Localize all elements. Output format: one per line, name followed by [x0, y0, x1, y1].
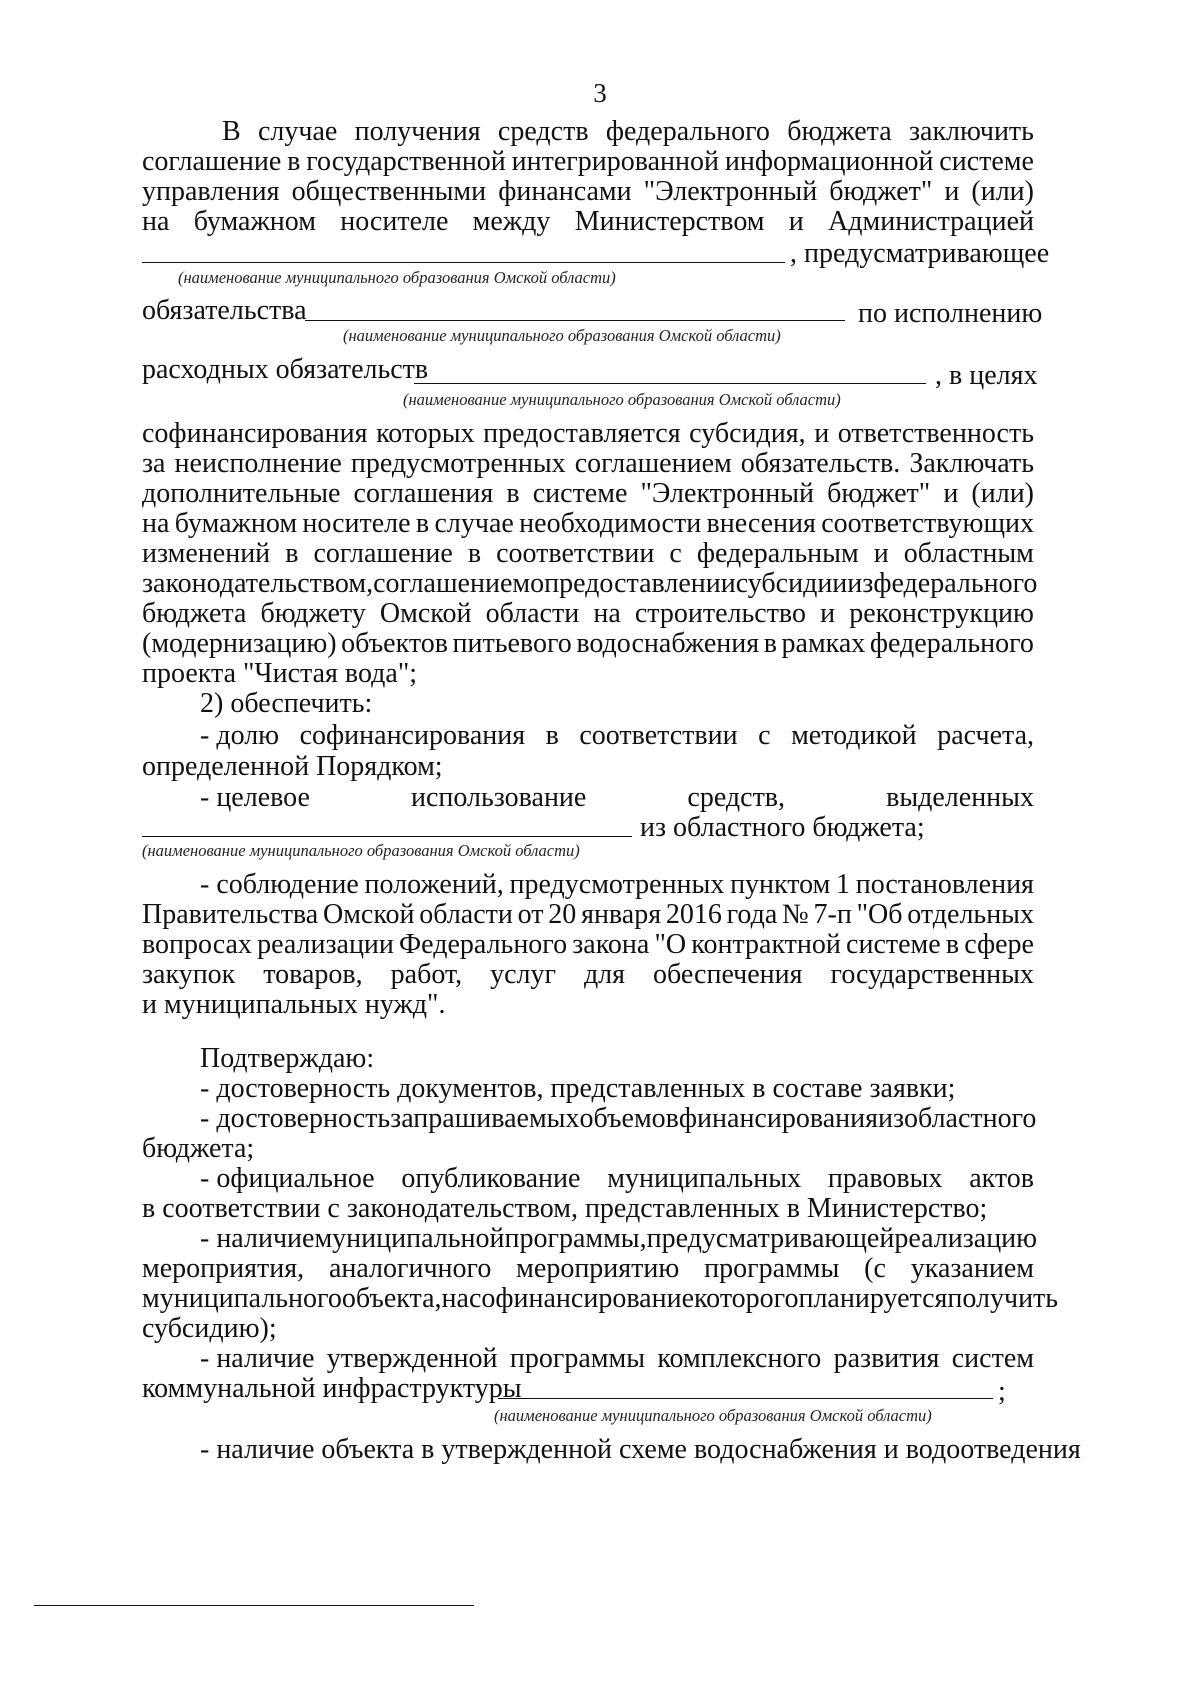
text-line: - наличие объекта в утвержденной схеме водоснабжения и водоотведения [200, 1434, 1081, 1465]
word: бюджет" [829, 176, 933, 207]
text-line [142, 420, 1034, 448]
word: - наличие [200, 1343, 315, 1374]
text-line [142, 510, 1034, 538]
word: субсидия, [689, 418, 806, 449]
word: соответствии [496, 538, 655, 569]
word: соглашение [142, 146, 282, 177]
word: соглашения [353, 478, 494, 509]
word: случае [258, 116, 338, 147]
text-line [142, 931, 1034, 959]
word: правовых [827, 1163, 943, 1194]
word: 2016 [665, 899, 722, 930]
word: обязательств. [740, 448, 901, 479]
word: между [472, 206, 551, 237]
word: товаров, [263, 959, 363, 990]
text-line [200, 1165, 1034, 1193]
word: систем [951, 1343, 1034, 1374]
text-line [142, 961, 1034, 989]
word: изменений [142, 538, 271, 569]
text-line [142, 148, 1034, 176]
word: соглашение [313, 538, 453, 569]
text-line [142, 1283, 1059, 1314]
word: - официальное [200, 1163, 375, 1194]
word: Федерального [399, 929, 568, 960]
word: и [944, 176, 960, 207]
word: соответствующих [821, 508, 1034, 539]
word: программы [704, 1253, 840, 1284]
word: контрактной [691, 929, 841, 960]
text-line: субсидию); [142, 1313, 277, 1344]
word: заключить [908, 116, 1034, 147]
word: ответственность [837, 418, 1034, 449]
word: комплексного [657, 1343, 822, 1374]
text-line: ; [998, 1376, 1006, 1407]
word: Омской [379, 598, 472, 629]
word: софинансирования [299, 720, 526, 751]
word: в [285, 538, 299, 569]
word: предоставлении [544, 568, 736, 599]
word: в [415, 508, 430, 539]
word: объектов [341, 628, 448, 659]
word: развития [833, 1343, 940, 1374]
field-caption: (наименование муниципального образования Омской области) [142, 841, 580, 860]
word: услуг [490, 959, 556, 990]
text-line: из областного бюджета; [640, 812, 925, 843]
word: Правительства [142, 899, 319, 930]
word: в [467, 538, 482, 569]
footnote-separator [34, 1605, 474, 1606]
word: и [943, 478, 959, 509]
word: в [506, 478, 520, 509]
word: законодательством, [142, 568, 374, 599]
word: области [485, 598, 580, 629]
word: планируется [798, 1283, 948, 1314]
text-line: - достоверность документов, представленных в составе заявки; [200, 1073, 956, 1104]
text-line: обязательства [142, 295, 307, 326]
word: реализации [257, 929, 394, 960]
word: 7-п [813, 899, 852, 930]
word: Заключать [909, 448, 1034, 479]
word: Омской [322, 899, 415, 930]
text-line [142, 568, 1038, 599]
blank-underline [414, 383, 926, 384]
text-line [142, 480, 1034, 508]
word: актов [969, 1163, 1034, 1194]
text-line [142, 1255, 1034, 1283]
word: системе [939, 146, 1034, 177]
word: соглашением [373, 568, 531, 599]
word: объекта, [341, 1283, 442, 1314]
word: федерального [605, 116, 770, 147]
text-line: бюджета; [142, 1133, 255, 1164]
word: интегрированной [511, 146, 719, 177]
text-line [142, 450, 1034, 478]
word: которых [376, 418, 475, 449]
word: мероприятию [516, 1253, 680, 1284]
word: - долю [200, 720, 280, 751]
word: финансирования [678, 1103, 878, 1134]
word: для [583, 959, 626, 990]
word: предусмотренных [350, 448, 566, 479]
word: № [782, 899, 809, 930]
word: за [142, 448, 166, 479]
text-line [142, 540, 1034, 568]
word: о [530, 568, 545, 599]
word: закона [572, 929, 650, 960]
word: муниципального [142, 1283, 342, 1314]
word: носителе [302, 508, 411, 539]
word: бумажном [174, 508, 298, 539]
word: методикой [791, 720, 917, 751]
word: управления [142, 176, 280, 207]
blank-underline [142, 836, 632, 837]
word: отдельных [907, 899, 1034, 930]
word: положений, [364, 869, 504, 900]
word: (модернизацию) [142, 628, 337, 659]
word: мероприятия, [142, 1253, 305, 1284]
word: муниципальной [314, 1223, 505, 1254]
word: объемов [579, 1103, 679, 1134]
text-line [142, 208, 1034, 236]
text-line [200, 722, 1034, 750]
word: в [545, 720, 559, 751]
field-caption: (наименование муниципального образования Омской области) [178, 268, 616, 287]
word: января [581, 899, 662, 930]
word: в [287, 146, 301, 177]
word: муниципальных [607, 1163, 802, 1194]
field-caption: (наименование муниципального образования Омской области) [403, 390, 841, 409]
word: системе [846, 929, 941, 960]
field-caption: (наименование муниципального образования Омской области) [343, 326, 781, 345]
text-line [200, 1103, 1037, 1134]
word: и [788, 206, 804, 237]
word: и [814, 418, 830, 449]
blank-underline [305, 320, 845, 321]
word: областным [903, 538, 1034, 569]
word: средств [497, 116, 589, 147]
word: общественными [291, 176, 487, 207]
text-line [200, 784, 1034, 812]
word: реконструкцию [849, 598, 1034, 629]
word: бюджета [142, 598, 247, 629]
text-line: проекта "Чистая вода"; [142, 658, 418, 689]
word: "Электронный [643, 176, 818, 207]
word: софинансирования [142, 418, 368, 449]
text-line [222, 118, 1034, 146]
word: - наличие [200, 1223, 315, 1254]
word: внесения [706, 508, 816, 539]
word: софинансирование [468, 1283, 694, 1314]
text-line: коммунальной инфраструктуры [142, 1373, 522, 1404]
section-heading: Подтверждаю: [200, 1043, 375, 1074]
word: в [945, 929, 960, 960]
word: программы [509, 1343, 646, 1374]
word: питьевого [452, 628, 572, 659]
word: выделенных [886, 782, 1034, 813]
word: с [758, 720, 771, 751]
word: необходимости [519, 508, 702, 539]
word: областного [904, 1103, 1037, 1134]
text-line: и муниципальных нужд". [142, 989, 446, 1020]
text-line: расходных обязательств [142, 354, 429, 385]
word: носителе [340, 206, 449, 237]
word: постановления [855, 869, 1034, 900]
word: государственных [830, 959, 1034, 990]
word: государственной [306, 146, 506, 177]
word: финансами [498, 176, 632, 207]
word: опубликование [401, 1163, 581, 1194]
word: Администрацией [828, 206, 1034, 237]
word: бюджета [787, 116, 892, 147]
word: неисполнение [174, 448, 342, 479]
word: водоснабжения [576, 628, 760, 659]
word: от [517, 899, 544, 930]
text-line [200, 871, 1034, 899]
blank-underline [142, 262, 785, 263]
word: получения [354, 116, 481, 147]
word: с [669, 538, 682, 569]
text-line [200, 1223, 1038, 1254]
word: закупок [142, 959, 236, 990]
word: на [441, 1283, 469, 1314]
text-line: в соответствии с законодательством, представленных в Министерство; [142, 1193, 988, 1224]
word: - целевое [200, 782, 310, 813]
text-line [142, 178, 1034, 206]
word: федерального [869, 628, 1034, 659]
word: реализацию [894, 1223, 1038, 1254]
word: работ, [390, 959, 463, 990]
word: пунктом [730, 869, 831, 900]
word: вопросах [142, 929, 252, 960]
word: из [847, 568, 874, 599]
word: рамках [781, 628, 866, 659]
word: - соблюдение [200, 869, 359, 900]
word: предусматривающей [646, 1223, 895, 1254]
word: указанием [910, 1253, 1034, 1284]
word: утвержденной [326, 1343, 498, 1374]
word: использование [411, 782, 587, 813]
word: бюджет" [827, 478, 931, 509]
word: соглашением [574, 448, 732, 479]
word: области [419, 899, 513, 930]
word: "Электронный [640, 478, 815, 509]
word: и [820, 598, 836, 629]
text-line [142, 630, 1034, 658]
word: 20 [548, 899, 577, 930]
text-line: , предусматривающее [790, 238, 1050, 269]
word: предоставляется [483, 418, 681, 449]
word: (с [864, 1253, 886, 1284]
page-number: 3 [593, 78, 607, 108]
word: - достоверность [200, 1103, 391, 1134]
word: программы, [504, 1223, 647, 1254]
word: на [142, 206, 170, 237]
word: в [763, 628, 777, 659]
word: "О [654, 929, 687, 960]
word: В [222, 116, 241, 147]
word: системе [532, 478, 628, 509]
word: на [142, 508, 170, 539]
word: информационной [724, 146, 934, 177]
word: "Об [856, 899, 903, 930]
text-line [142, 901, 1034, 929]
word: федерального [873, 568, 1038, 599]
word: обеспечения [653, 959, 803, 990]
word: бюджету [260, 598, 366, 629]
word: 1 [836, 869, 851, 900]
word: (или) [971, 478, 1034, 509]
text-line: 2) обеспечить: [200, 688, 373, 719]
text-line [142, 600, 1034, 628]
word: дополнительные [142, 478, 341, 509]
word: сфере [964, 929, 1034, 960]
word: (или) [971, 176, 1034, 207]
word: расчета, [937, 720, 1034, 751]
field-caption: (наименование муниципального образования Омской области) [494, 1406, 932, 1425]
word: федеральным [696, 538, 859, 569]
text-line [200, 1345, 1034, 1373]
word: случае [434, 508, 514, 539]
word: строительство [634, 598, 806, 629]
word: на [593, 598, 621, 629]
word: запрашиваемых [390, 1103, 580, 1134]
word: субсидии [735, 568, 848, 599]
word: которого [694, 1283, 799, 1314]
word: соответствии [579, 720, 738, 751]
word: средств, [687, 782, 786, 813]
word: предусмотренных [509, 869, 725, 900]
word: года [726, 899, 778, 930]
word: Министерством [574, 206, 765, 237]
word: аналогичного [328, 1253, 492, 1284]
word: из [877, 1103, 905, 1134]
text-line: , в целях [935, 360, 1038, 391]
word: бумажном [193, 206, 316, 237]
blank-underline [498, 1398, 993, 1399]
word: получить [947, 1283, 1059, 1314]
text-line: по исполнению [858, 298, 1043, 329]
text-line: определенной Порядком; [142, 751, 443, 782]
word: и [873, 538, 889, 569]
